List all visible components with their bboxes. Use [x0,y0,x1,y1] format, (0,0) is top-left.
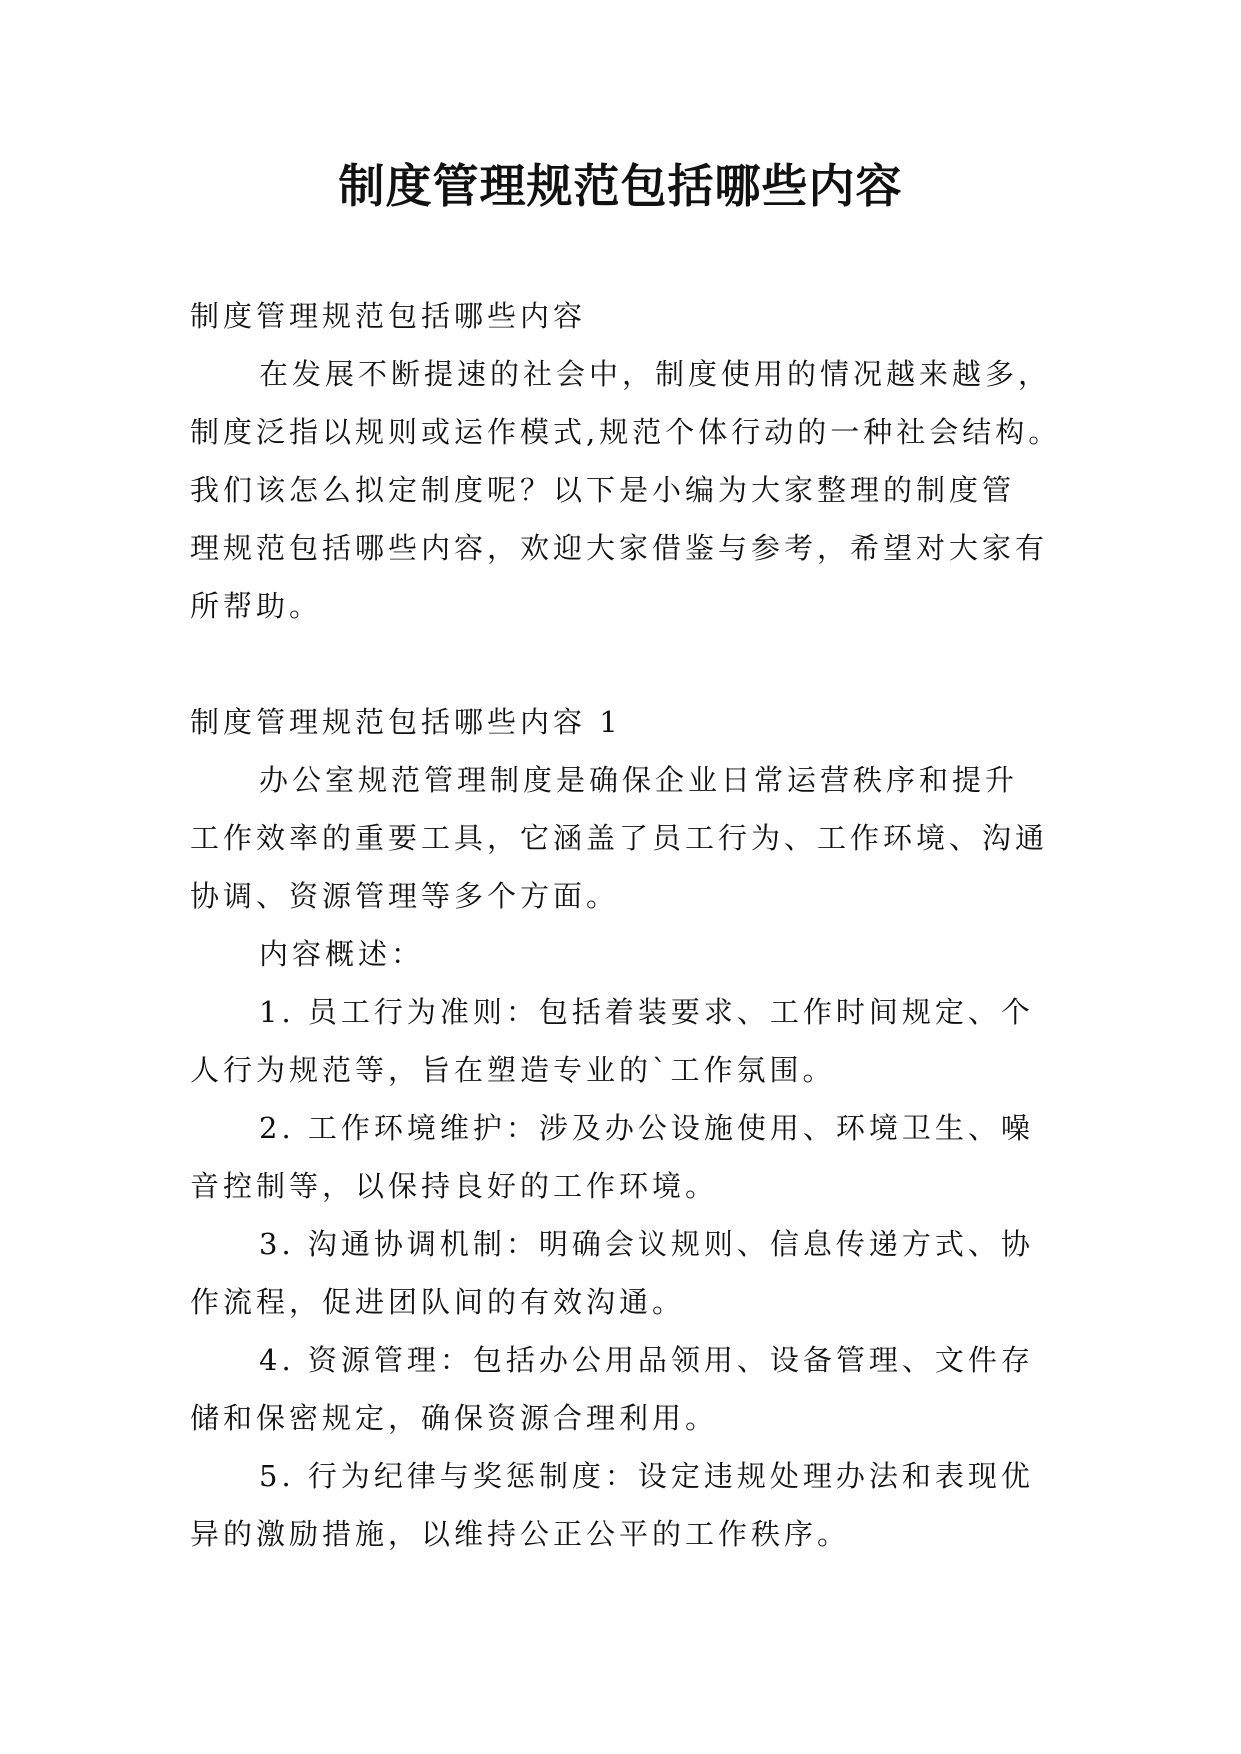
list-item-line: 储和保密规定，确保资源合理利用。 [190,1401,719,1435]
document-title: 制度管理规范包括哪些内容 [338,159,903,213]
intro-paragraph-line: 我们该怎么拟定制度呢？以下是小编为大家整理的制度管 [190,473,1016,507]
section-intro-line: 办公室规范管理制度是确保企业日常运营秩序和提升 [259,763,1019,797]
overview-label: 内容概述： [259,937,425,971]
intro-paragraph-line: 理规范包括哪些内容，欢迎大家借鉴与参考，希望对大家有 [190,531,1049,565]
list-item-line: 作流程，促进团队间的有效沟通。 [190,1285,686,1319]
intro-paragraph-line: 在发展不断提速的社会中，制度使用的情况越来越多， [259,357,1052,391]
intro-paragraph-line: 所帮助。 [190,589,323,623]
list-item-line: 3. 沟通协调机制：明确会议规则、信息传递方式、协 [259,1227,1034,1261]
document-body [190,287,1062,1563]
section-intro-line: 协调、资源管理等多个方面。 [190,879,620,913]
paragraph-spacer [190,635,1050,693]
intro-paragraph-line: 制度泛指以规则或运作模式,规范个体行动的一种社会结构。 [190,415,1062,449]
list-item-line: 异的激励措施，以维持公正公平的工作秩序。 [190,1517,851,1551]
list-item-line: 4. 资源管理：包括办公用品领用、设备管理、文件存 [259,1343,1034,1377]
list-item-line: 音控制等，以保持良好的工作环境。 [190,1169,719,1203]
list-item-line: 1. 员工行为准则：包括着装要求、工作时间规定、个 [259,995,1034,1029]
section-intro-line: 工作效率的重要工具，它涵盖了员工行为、工作环境、沟通 [190,821,1049,855]
intro-heading: 制度管理规范包括哪些内容 [190,299,587,333]
list-item-line: 5. 行为纪律与奖惩制度：设定违规处理办法和表现优 [259,1459,1034,1493]
list-item-line: 2. 工作环境维护：涉及办公设施使用、环境卫生、噪 [259,1111,1034,1145]
section-heading: 制度管理规范包括哪些内容 1 [190,705,622,739]
list-item-line: 人行为规范等，旨在塑造专业的`工作氛围。 [190,1053,836,1087]
